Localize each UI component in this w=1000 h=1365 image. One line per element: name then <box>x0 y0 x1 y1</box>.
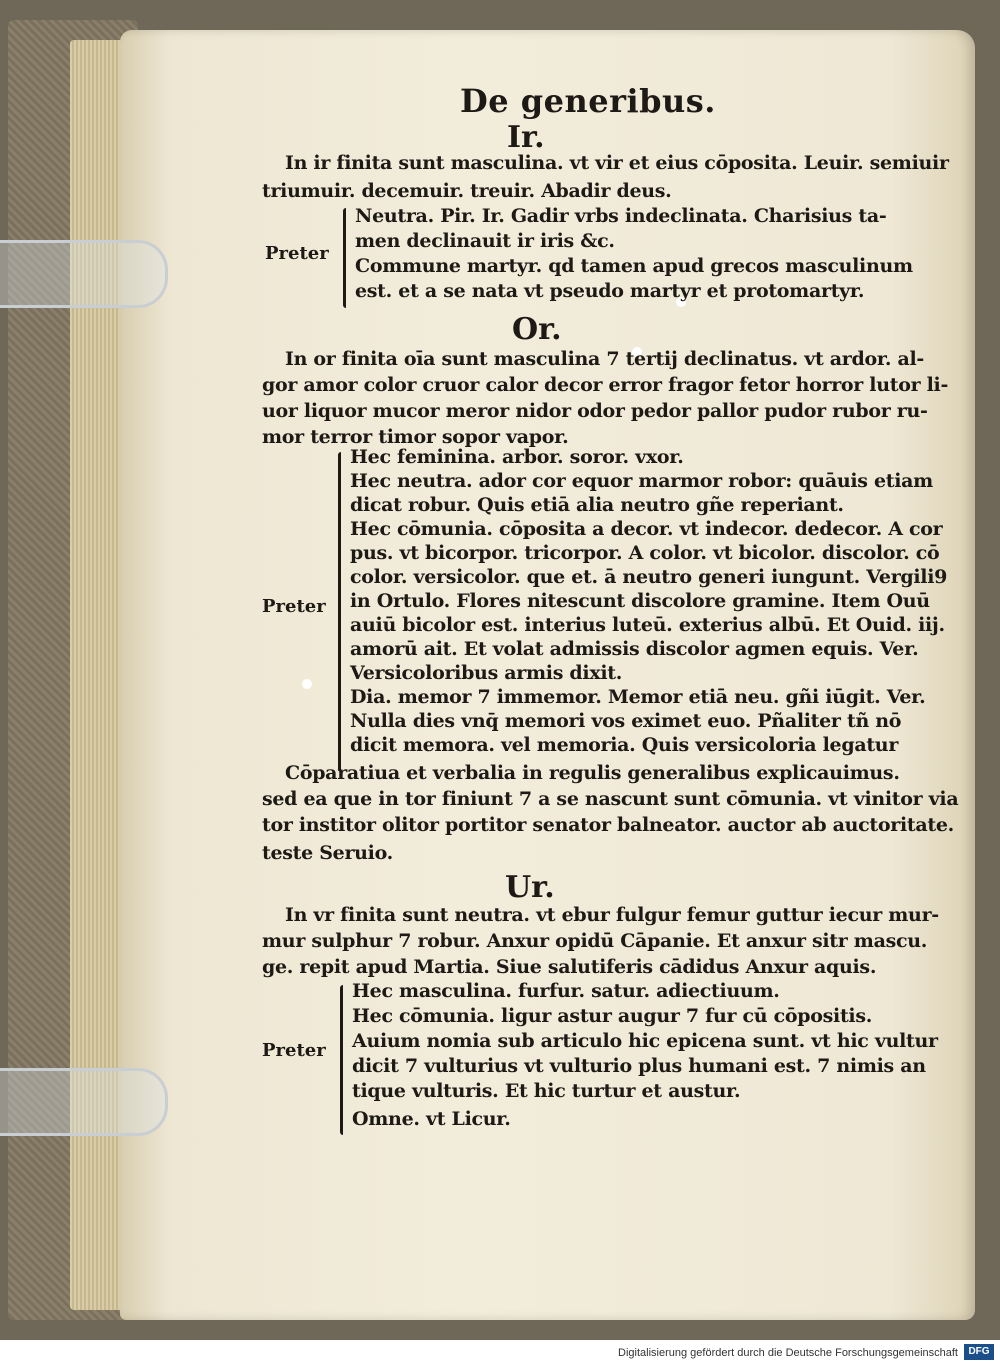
text-line: pus. vt bicorpor. tricorpor. A color. vt bicolor. discolor. cō <box>350 542 940 564</box>
paper-clip-bottom <box>0 1068 168 1136</box>
text-line: men declinauit ir iris &c. <box>355 230 615 252</box>
text-line: tique vulturis. Et hic turtur et austur. <box>352 1080 741 1102</box>
paper-clip-top <box>0 240 168 308</box>
text-line: sed ea que in tor finiunt 7 a se nascunt sunt cōmunia. vt vinitor via <box>262 788 959 810</box>
text-line: Dia. memor 7 immemor. Memor etiā neu. gñi iūgit. Ver. <box>350 686 926 708</box>
text-line: uor liquor mucor meror nidor odor pedor pallor pudor rubor ru- <box>262 400 928 422</box>
text-line: Hec feminina. arbor. soror. vxor. <box>350 446 684 468</box>
preter-label: Preter <box>262 596 326 617</box>
text-line: Cōparatiua et verbalia in regulis generalibus explicauimus. <box>285 762 900 784</box>
text-line: Omne. vt Licur. <box>352 1108 511 1130</box>
text-line: Hec neutra. ador cor equor marmor robor: quāuis etiam <box>350 470 933 492</box>
text-line: In ir finita sunt masculina. vt vir et eius cōposita. Leuir. semiuir <box>285 152 949 174</box>
text-line: Commune martyr. qd tamen apud grecos masculinum <box>355 255 913 277</box>
text-line: Hec masculina. furfur. satur. adiectiuum. <box>352 980 780 1002</box>
text-line: auiū bicolor est. interius luteū. exterius albū. Et Ouid. iij. <box>350 614 945 636</box>
brace <box>343 208 346 308</box>
footer-credit: Digitalisierung gefördert durch die Deutsche Forschungsgemeinschaft <box>618 1347 958 1359</box>
page-hole <box>302 679 312 689</box>
text-line: mur sulphur 7 robur. Anxur opidū Cāpanie. Et anxur sitr mascu. <box>262 930 928 952</box>
text-line: Neutra. Pir. Ir. Gadir vrbs indeclinata. Charisius ta- <box>355 205 887 227</box>
text-line: gor amor color cruor calor decor error fragor fetor horror lutor li- <box>262 374 949 396</box>
brace <box>340 985 343 1135</box>
text-line: In vr finita sunt neutra. vt ebur fulgur femur guttur iecur mur- <box>285 904 939 926</box>
section-heading-ir: Ir. <box>507 120 545 155</box>
preter-label: Preter <box>262 1040 326 1061</box>
text-line: Versicoloribus armis dixit. <box>350 662 623 684</box>
preter-label: Preter <box>265 243 329 264</box>
text-line: mor terror timor sopor vapor. <box>262 426 569 448</box>
page-title: De generibus. <box>460 82 716 120</box>
text-line: Hec cōmunia. cōposita a decor. vt indecor. dedecor. A cor <box>350 518 943 540</box>
section-heading-ur: Ur. <box>505 870 555 905</box>
text-line: teste Seruio. <box>262 842 393 864</box>
text-line: color. versicolor. que et. ā neutro generi iungunt. Vergili9 <box>350 566 948 588</box>
text-line: Nulla dies vnq̄ memori vos eximet euo. Pñaliter tñ nō <box>350 710 902 732</box>
text-line: est. et a se nata vt pseudo martyr et protomartyr. <box>355 280 865 302</box>
text-line: Auium nomia sub articulo hic epicena sunt. vt hic vultur <box>352 1030 938 1052</box>
text-line: amorū ait. Et volat admissis discolor agmen equis. Ver. <box>350 638 919 660</box>
dfg-logo: DFG <box>964 1344 994 1360</box>
text-line: ge. repit apud Martia. Siue salutiferis cādidus Anxur aquis. <box>262 956 877 978</box>
text-line: tor institor olitor portitor senator balneator. auctor ab auctoritate. <box>262 814 954 836</box>
text-line: Hec cōmunia. ligur astur augur 7 fur cū cōpositis. <box>352 1005 873 1027</box>
text-line: dicit memora. vel memoria. Quis versicoloria legatur <box>350 734 899 756</box>
section-heading-or: Or. <box>512 312 562 347</box>
brace <box>338 452 341 772</box>
text-line: triumuir. decemuir. treuir. Abadir deus. <box>262 180 672 202</box>
text-line: in Ortulo. Flores nitescunt discolore gramine. Item Ouū <box>350 590 930 612</box>
text-line: dicit 7 vulturius vt vulturio plus humani est. 7 nimis an <box>352 1055 926 1077</box>
text-line: dicat robur. Quis etiā alia neutro gñe reperiant. <box>350 494 844 516</box>
text-line: In or finita oīa sunt masculina 7 tertij declinatus. vt ardor. al- <box>285 348 924 370</box>
